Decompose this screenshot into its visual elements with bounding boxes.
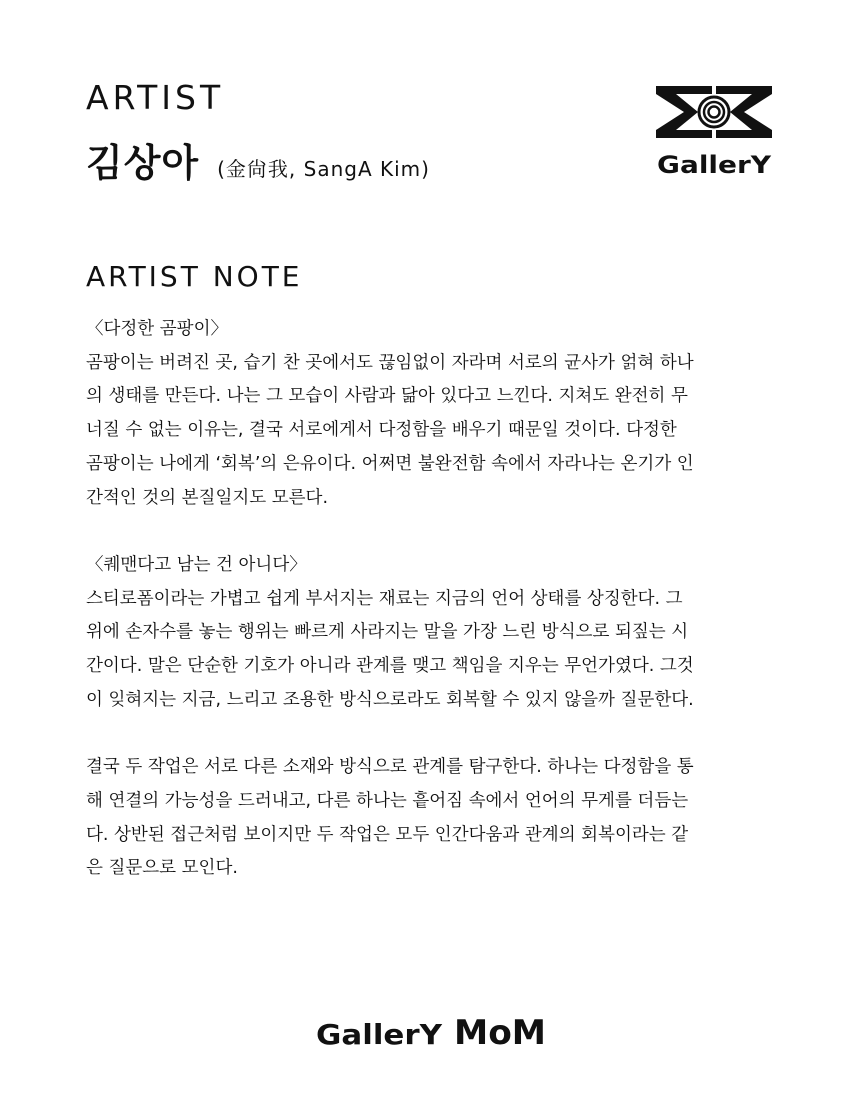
- note-line: 스티로폼이라는 가볍고 쉽게 부서지는 재료는 지금의 언어 상태를 상징한다. 그: [86, 588, 683, 609]
- note-line: 너질 수 없는 이유는, 결국 서로에게서 다정함을 배우기 때문일 것이다. 다정한: [86, 420, 677, 441]
- note-line: 위에 손자수를 놓는 행위는 빠르게 사라지는 말을 가장 느린 방식으로 되짚는 시: [86, 622, 689, 643]
- note-line: 곰팡이는 나에게 ‘회복’의 은유이다. 어쩌면 불완전함 속에서 자라나는 온기가 인: [86, 453, 694, 474]
- note-paragraph: [86, 313, 776, 515]
- note-line: 간적인 것의 본질일지도 모른다.: [86, 487, 329, 508]
- gallery-mom-emblem-icon: [656, 86, 772, 138]
- footer-mom-text: MoM: [454, 1013, 546, 1052]
- note-line: 곰팡이는 버려진 곳, 습기 찬 곳에서도 끊임없이 자라며 서로의 균사가 얽혀 하나: [86, 352, 694, 373]
- note-line: 은 질문으로 모인다.: [86, 858, 238, 879]
- note-line: 이 잊혀지는 지금, 느리고 조용한 방식으로라도 회복할 수 있지 않을까 질문한다.: [86, 689, 694, 710]
- gallery-logo-text: GallerY: [657, 151, 772, 179]
- note-line: 해 연결의 가능성을 드러내고, 다른 하나는 흩어짐 속에서 언어의 무게를 더듬는: [86, 790, 689, 811]
- note-line: 다. 상반된 접근처럼 보이지만 두 작업은 모두 인간다움과 관계의 회복이라는 같: [86, 824, 689, 845]
- section-title: ARTIST NOTE: [86, 260, 303, 293]
- note-line: 의 생태를 만든다. 나는 그 모습이 사람과 닮아 있다고 느낀다. 지쳐도 완전히 무: [86, 386, 688, 407]
- footer-gallery-text: GallerY: [316, 1018, 443, 1051]
- footer-logo: [316, 1012, 556, 1052]
- artist-name-alternate: (金尙我, SangA Kim): [217, 157, 430, 181]
- note-line: 간이다. 말은 단순한 기호가 아니라 관계를 맺고 책임을 지우는 무언가였다. 그것: [86, 656, 694, 677]
- note-line: 〈다정한 곰팡이〉: [86, 319, 228, 339]
- artist-name-row: [86, 132, 430, 187]
- artist-note-body: [86, 313, 776, 886]
- note-line: 결국 두 작업은 서로 다른 소재와 방식으로 관계를 탐구한다. 하나는 다정함을 통: [86, 757, 694, 778]
- note-paragraph: [86, 751, 776, 886]
- artist-label: ARTIST: [86, 78, 225, 117]
- artist-name-korean: 김상아: [86, 141, 200, 185]
- gallery-logo: [654, 84, 774, 179]
- note-line: 〈퀘맨다고 남는 건 아니다〉: [86, 554, 307, 575]
- note-paragraph: [86, 549, 776, 718]
